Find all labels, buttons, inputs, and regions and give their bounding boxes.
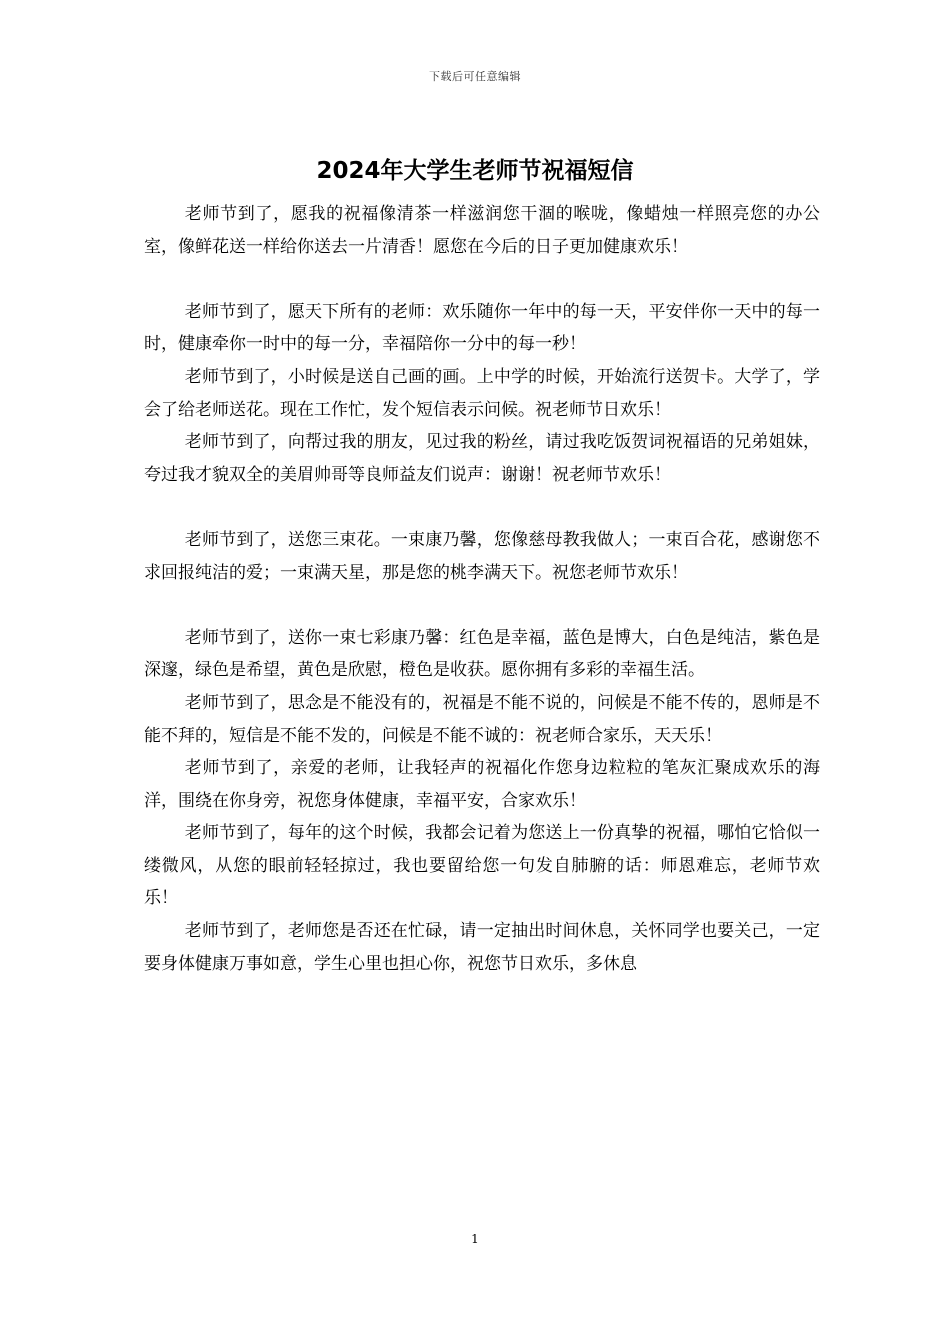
paragraph: 老师节到了，老师您是否还在忙碌，请一定抽出时间休息，关怀同学也要关己，一定要身体健康万事如意，学生心里也担心你，祝您节日欢乐，多休息 — [144, 921, 820, 974]
document-body — [144, 198, 820, 980]
paragraph: 老师节到了，愿天下所有的老师：欢乐随你一年中的每一天，平安伴你一天中的每一时，健康牵你一时中的每一分，幸福陪你一分中的每一秒！ — [144, 301, 820, 355]
paragraph: 老师节到了，思念是不能没有的，祝福是不能不说的，问候是不能不传的，恩师是不能不拜的，短信是不能不发的，问候是不能不诚的：祝老师合家乐，天天乐！ — [144, 692, 820, 746]
paragraph: 老师节到了，向帮过我的朋友，见过我的粉丝，请过我吃饭贺词祝福语的兄弟姐妹，夸过我才貌双全的美眉帅哥等良师益友们说声：谢谢！祝老师节欢乐！ — [144, 432, 820, 485]
blank-line — [144, 589, 820, 622]
paragraph: 老师节到了，亲爱的老师，让我轻声的祝福化作您身边粒粒的笔灰汇聚成欢乐的海洋，围绕在你身旁，祝您身体健康，幸福平安，合家欢乐！ — [144, 758, 820, 811]
page-header: 下载后可任意编辑 — [429, 70, 521, 83]
document-title: 2024年大学生老师节祝福短信 — [316, 158, 634, 184]
paragraph: 老师节到了，愿我的祝福像清茶一样滋润您干涸的喉咙，像蜡烛一样照亮您的办公室，像鲜花送一样给你送去一片清香！愿您在今后的日子更加健康欢乐！ — [144, 204, 820, 257]
blank-line — [144, 491, 820, 524]
paragraph: 老师节到了，送您三束花。一束康乃馨，您像慈母教我做人；一束百合花，感谢您不求回报纯洁的爱；一束满天星，那是您的桃李满天下。祝您老师节欢乐！ — [144, 529, 820, 583]
paragraph: 老师节到了，送你一束七彩康乃馨：红色是幸福，蓝色是博大，白色是纯洁，紫色是深邃，绿色是希望，黄色是欣慰，橙色是收获。愿你拥有多彩的幸福生活。 — [144, 627, 820, 681]
page-number: 1 — [471, 1232, 479, 1246]
paragraph: 老师节到了，每年的这个时候，我都会记着为您送上一份真挚的祝福，哪怕它恰似一缕微风，从您的眼前轻轻掠过，我也要留给您一句发自肺腑的话：师恩难忘，老师节欢乐！ — [144, 823, 820, 909]
paragraph: 老师节到了，小时候是送自己画的画。上中学的时候，开始流行送贺卡。大学了，学会了给老师送花。现在工作忙，发个短信表示问候。祝老师节日欢乐！ — [144, 366, 820, 420]
blank-line — [144, 263, 820, 296]
